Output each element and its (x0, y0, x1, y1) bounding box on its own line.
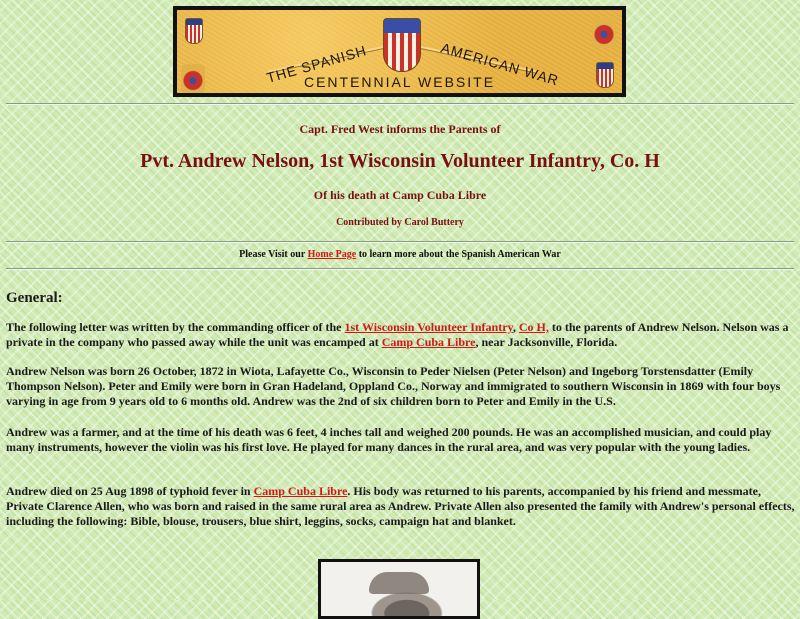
home-page-link[interactable]: Home Page (307, 249, 357, 260)
us-shield-icon (185, 18, 203, 44)
banner-text-left: THE SPANISH (264, 42, 369, 86)
paragraph-text: , near Jacksonville, Florida. (475, 335, 618, 349)
portrait-photo (318, 559, 480, 619)
visit-text-after: to learn more about the Spanish American War (356, 249, 561, 260)
section-heading-general: General: (6, 290, 63, 306)
company-h-link[interactable]: Co H, (518, 320, 549, 334)
paragraph-farmer-musician: Andrew was a farmer, and at the time of his death was 6 feet, 4 inches tall and weighed 200 pounds. He was an accomplished musician, and could play many instruments, however the violin was his first love. He played for many dances in the rural area, and was very popular with the young ladies. (6, 425, 772, 454)
intro-line: Capt. Fred West informs the Parents of (299, 122, 501, 136)
paragraph-text: The following letter was written by the commanding officer of the (6, 320, 345, 334)
camp-cuba-libre-link[interactable]: Camp Cuba Libre (381, 335, 476, 349)
paragraph-text: Andrew died on 25 Aug 1898 of typhoid fever in (6, 484, 254, 498)
paragraph-birth: Andrew Nelson was born 26 October, 1872 in Wiota, Lafayette Co., Wisconsin to Peder Nielsen (Peter Nelson) and Ingeborg Torstensdatter (Emily Thompson Nelson). Peter and Emily were born in Gran Hadeland, Oppland Co., Norway and immigrated to southern Wisconsin in 1869 with four boys varying in age from 9 years old to 6 months old. Andrew was the 2nd of six children born to Peter and Emily in the U.S. (6, 364, 781, 408)
page-title: Pvt. Andrew Nelson, 1st Wisconsin Volunteer Infantry, Co. H (140, 150, 660, 172)
eagle-shield-icon (383, 18, 421, 72)
paragraph-death (6, 484, 796, 529)
divider (6, 241, 794, 243)
camp-cuba-libre-link[interactable]: Camp Cuba Libre (253, 484, 348, 498)
site-banner (173, 6, 626, 97)
page-subtitle: Of his death at Camp Cuba Libre (313, 188, 487, 202)
visit-text-before: Please Visit our (239, 249, 308, 260)
visit-home-line (0, 249, 800, 260)
divider (6, 268, 794, 270)
paragraph-text: to the parents of Andrew Nelson. Nelson was a private in the company who passed away while the unit was encamped at (6, 320, 789, 349)
banner-text-bottom: CENTENNIAL WEBSITE (303, 74, 496, 90)
banner-image (173, 6, 626, 97)
banner-text-right: AMERICAN WAR (439, 39, 561, 89)
paragraph-text: , (512, 320, 519, 334)
paragraph-text: . His body was returned to his parents, accompanied by his friend and messmate, Private Clarence Allen, who was born and raised in the same rural area as Andrew. Private Allen also presented the family with Andrew's personal effects, including the following: Bible, blouse, trousers, blue shirt, leggins, socks, campaign hat and blanket. (6, 484, 795, 528)
contributor-credit: Contributed by Carol Buttery (336, 217, 464, 228)
paragraph-letter-intro (6, 320, 796, 350)
spanish-crest-icon (592, 18, 616, 48)
wisconsin-infantry-link[interactable]: 1st Wisconsin Volunteer Infantry (344, 320, 513, 334)
divider (6, 103, 794, 105)
